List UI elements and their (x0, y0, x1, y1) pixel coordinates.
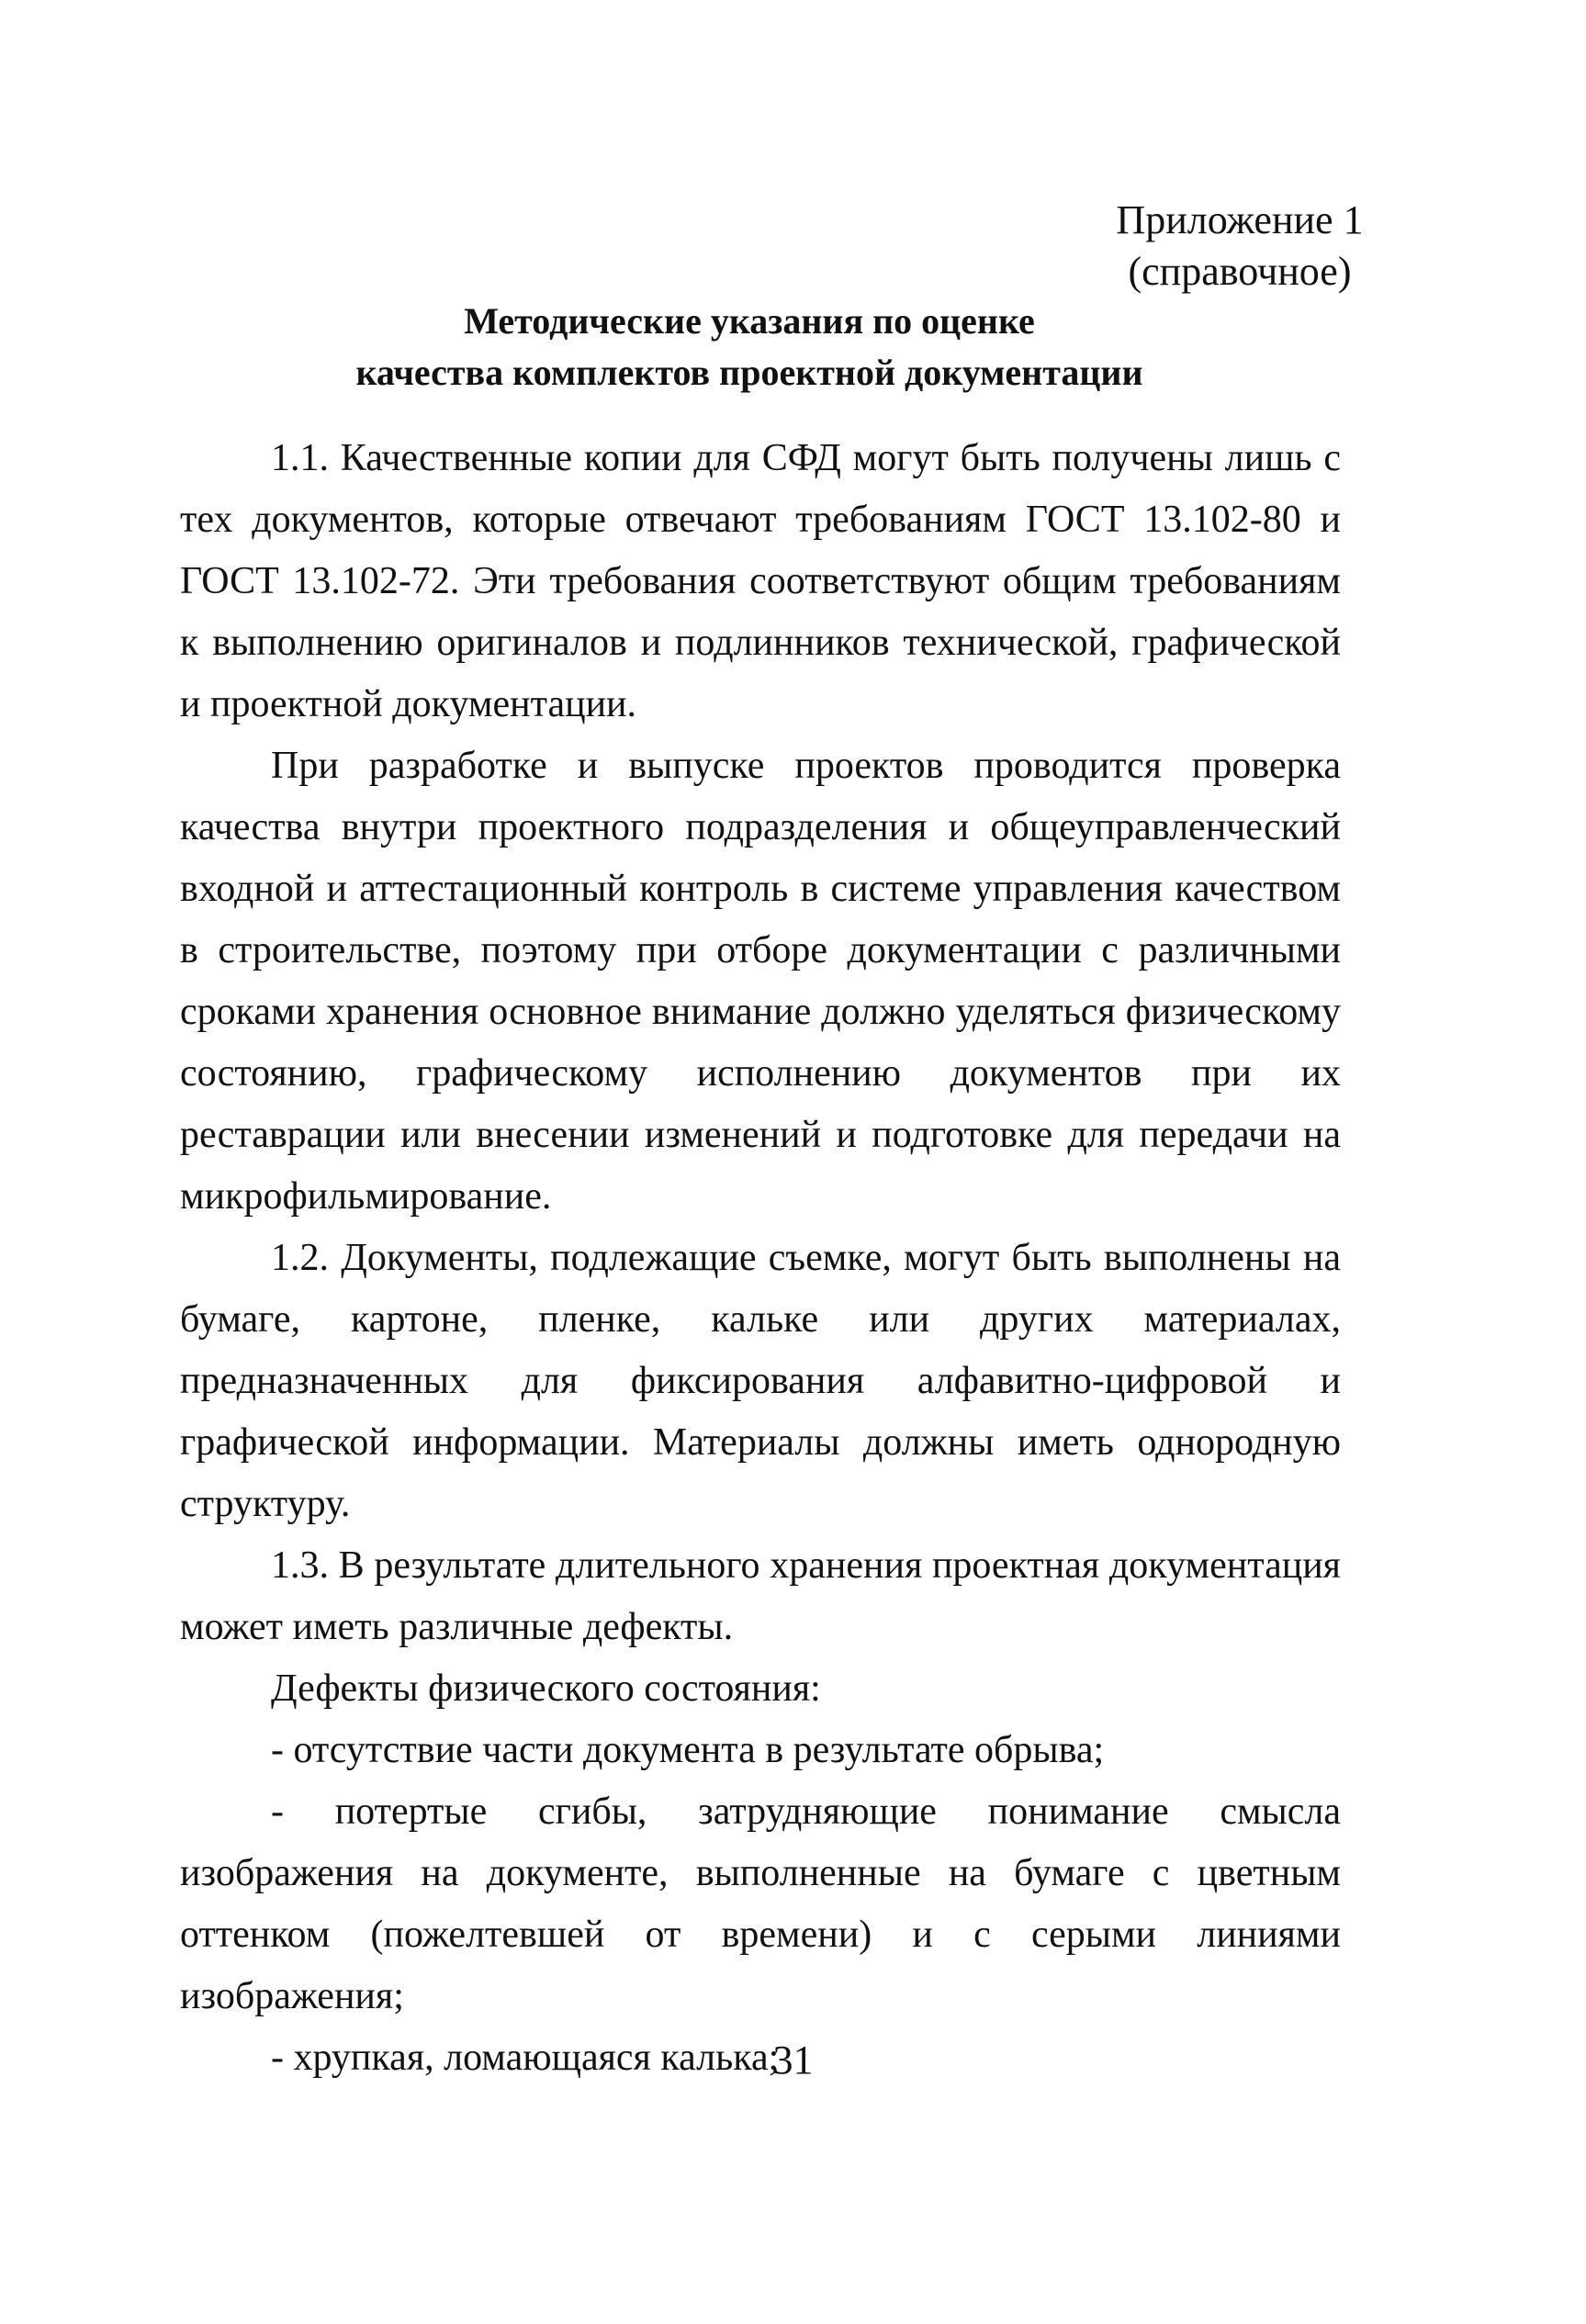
document-body (180, 428, 1341, 2089)
list-item: - отсутствие части документа в результате обрыва; (271, 1729, 1105, 1771)
heading-line-2: качества комплектов проектной документации (355, 352, 1143, 393)
document-heading (180, 296, 1319, 399)
heading-line-1: Методические указания по оценке (464, 300, 1035, 342)
appendix-title: Приложение 1 (1116, 197, 1364, 242)
list-item: - потертые сгибы, затрудняющие понимание смысла изображения на документе, выполненные на бумаге с цветным оттенком (пожелтевшей от времени) и с серыми линиями изображения; (180, 1791, 1341, 2017)
page-number: 31 (772, 2038, 814, 2083)
appendix-type: (справочное) (1128, 249, 1352, 294)
list-item: - хрупкая, ломающаяся калька; (271, 2037, 780, 2079)
paragraph-1-3: 1.3. В результате длительного хранения проектная документация может иметь различные дефекты. (180, 1544, 1341, 1648)
defects-heading: Дефекты физического состояния: (271, 1667, 821, 1710)
appendix-label (1102, 195, 1378, 298)
paragraph-1-2: 1.2. Документы, подлежащие съемке, могут быть выполнены на бумаге, картоне, пленке, кальке или других материалах, предназначенных для фиксирования алфавитно-цифровой и графической информации. Материалы должны иметь однородную структуру. (180, 1237, 1341, 1525)
paragraph-quality-check: При разработке и выпуске проектов проводится проверка качества внутри проектного подразделения и общеуправленческий входной и аттестационный контроль в системе управления качеством в строительстве, поэтому при отборе документации с различными сроками хранения основное внимание должно уделяться физическому состоянию, графическому исполнению документов при их реставрации или внесении изменений и подготовке для передачи на микрофильмирование. (180, 745, 1341, 1218)
paragraph-1-1: 1.1. Качественные копии для СФД могут быть получены лишь с тех документов, которые отвечают требованиям ГОСТ 13.102-80 и ГОСТ 13.102-72. Эти требования соответствуют общим требованиям к выполнению оригиналов и подлинников технической, графической и проектной документации. (180, 437, 1341, 725)
